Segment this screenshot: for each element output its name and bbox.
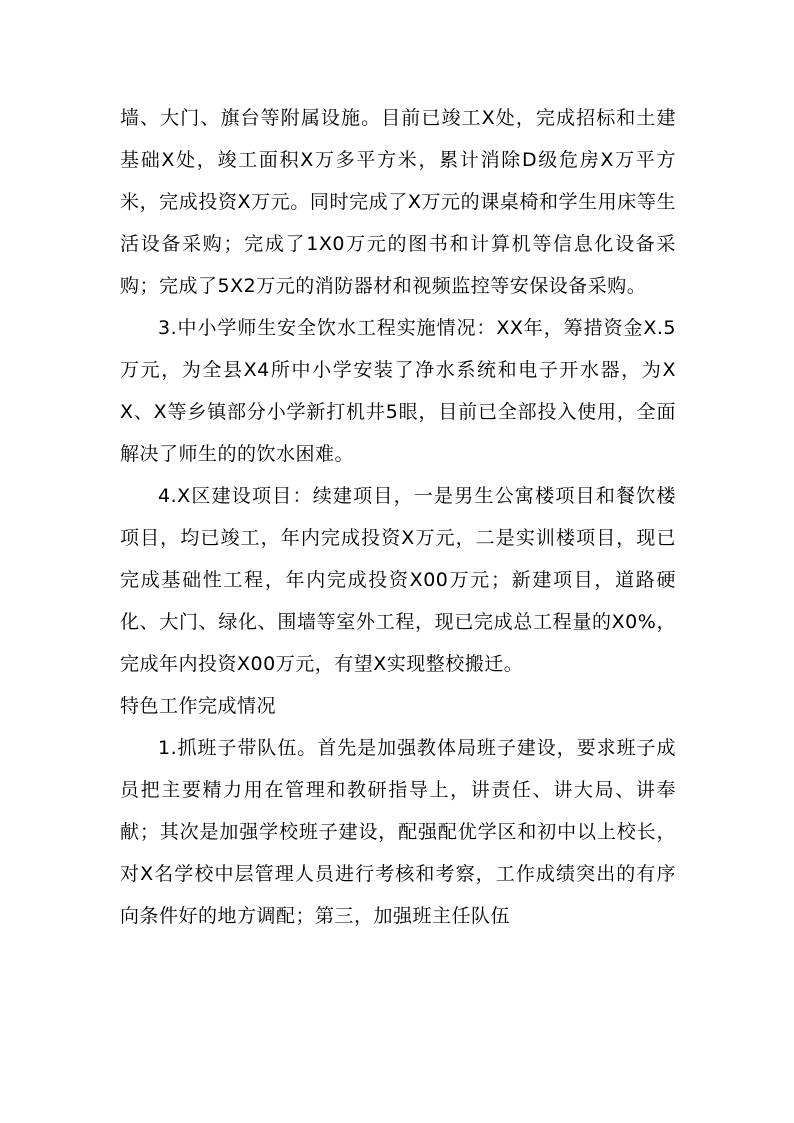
- paragraph-facilities-continued: 墙、大门、旗台等附属设施。目前已竣工X处，完成招标和土建基础X处，竣工面积X万多平方米，累计消除D级危房X万平方米，完成投资X万元。同时完成了X万元的课桌椅和学生用床等生活设备采购；完成了1X0万元的图书和计算机等信息化设备采购；完成了5X2万元的消防器材和视频监控等安保设备采购。: [120, 107, 676, 297]
- paragraph-leadership-team: 1.抓班子带队伍。首先是加强教体局班子建设，要求班子成员把主要精力用在管理和教研指导上，讲责任、讲大局、讲奉献；其次是加强学校班子建设，配强配优学区和初中以上校长，对X名学校中层管理人员进行考核和考察，工作成绩突出的有序向条件好的地方调配；第三，加强班主任队伍: [120, 737, 676, 927]
- paragraph-drinking-water-project: 3.中小学师生安全饮水工程实施情况：XX年，筹措资金X.5万元，为全县X4所中小学安装了净水系统和电子开水器，为XX、X等乡镇部分小学新打机井5眼，目前已全部投入使用，全面解决了师生的的饮水困难。: [120, 317, 676, 465]
- section-heading-special-work: 特色工作完成情况: [120, 695, 277, 717]
- paragraph-x-district-project: 4.X区建设项目：续建项目，一是男生公寓楼项目和餐饮楼项目，均已竣工，年内完成投资X万元，二是实训楼项目，现已完成基础性工程，年内完成投资X00万元；新建项目，道路硬化、大门、绿化、围墙等室外工程，现已完成总工程量的X0%，完成年内投资X00万元，有望X实现整校搬迁。: [120, 485, 676, 675]
- document-body: [120, 97, 676, 937]
